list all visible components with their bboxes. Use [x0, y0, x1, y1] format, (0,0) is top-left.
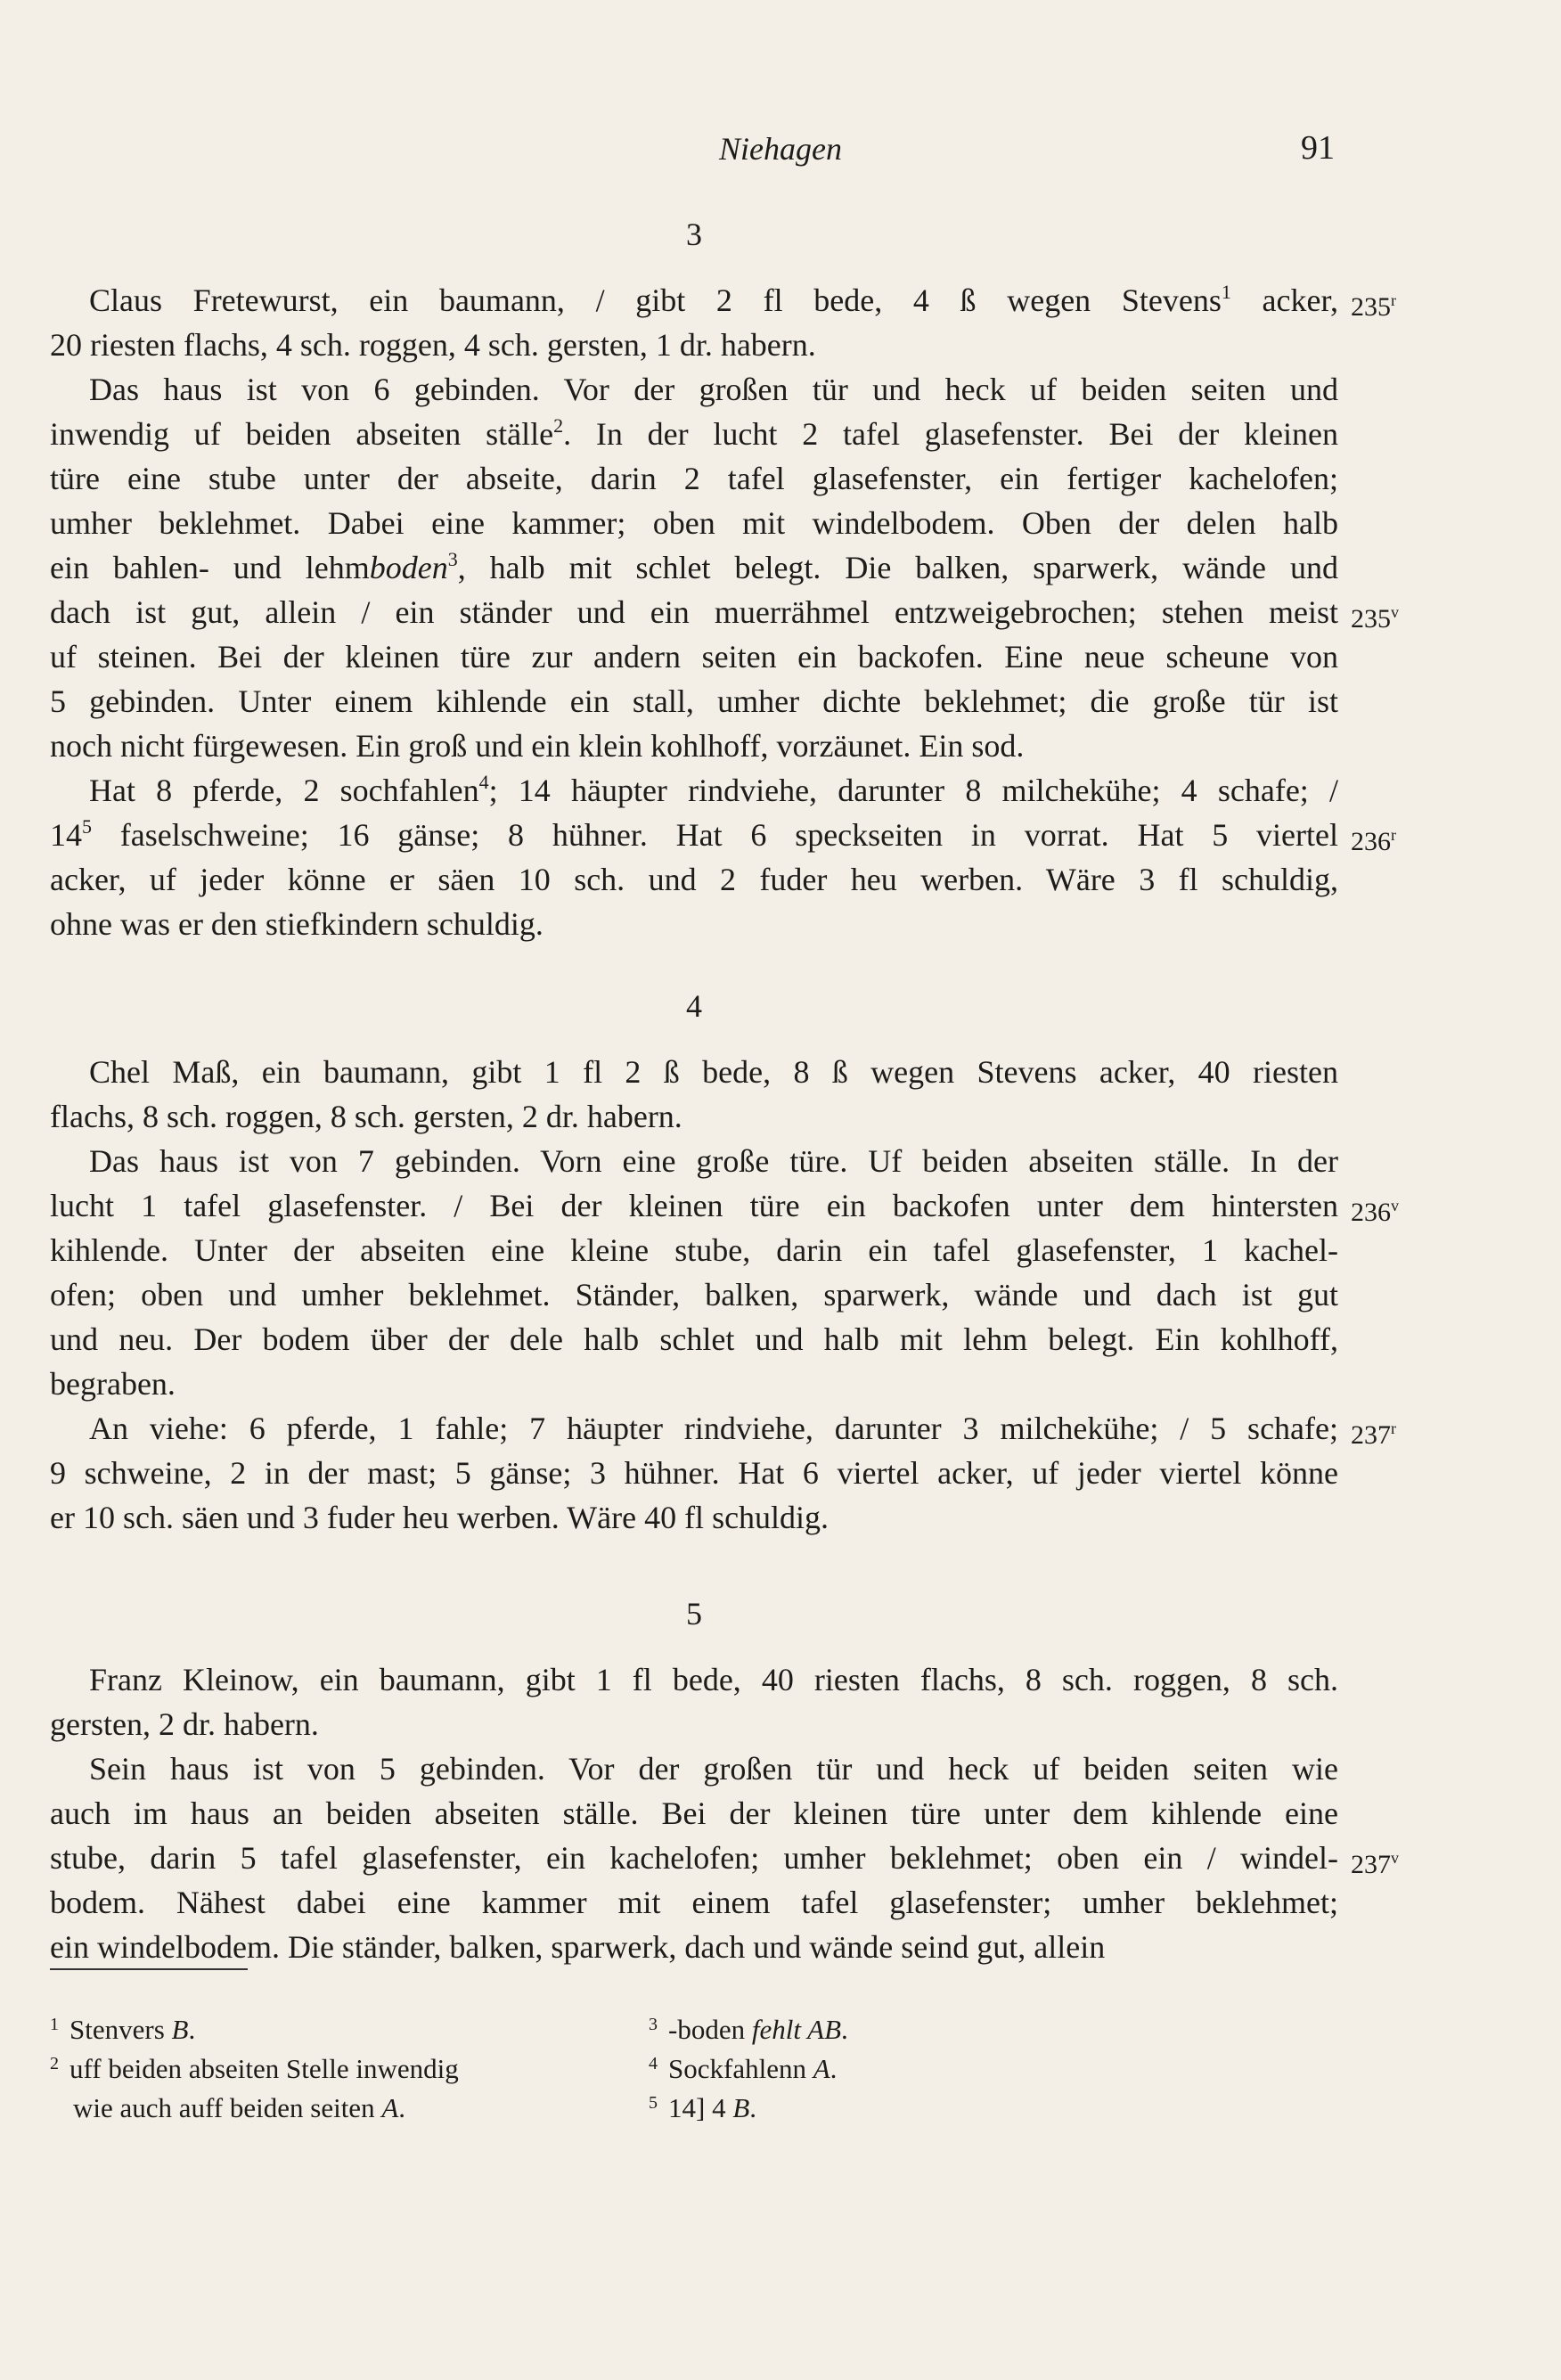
text-run: Chel Maß, ein baumann, gibt 1 fl 2 ß bede, 8 ß wegen Stevens acker, 40 riesten — [89, 1054, 1338, 1090]
text-run: ofen; oben und umher beklehmet. Ständer, balken, sparwerk, wände und dach ist gut — [50, 1277, 1338, 1313]
text-run: . In der lucht 2 tafel glasefenster. Bei der kleinen — [563, 416, 1339, 452]
footnote-reference: 2 — [553, 414, 564, 437]
text-line — [50, 634, 1338, 679]
text-line — [50, 456, 1338, 501]
text-run: er 10 sch. säen und 3 fuder heu werben. Wäre 40 fl schuldig. — [50, 1500, 830, 1535]
text-line — [50, 857, 1338, 902]
text-run: -boden — [668, 2014, 752, 2045]
text-run: lucht 1 tafel glasefenster. / Bei der kleinen türe ein backofen unter dem hintersten — [50, 1188, 1338, 1223]
text-line — [50, 1702, 1338, 1746]
text-line — [50, 902, 1338, 946]
paragraph — [50, 367, 1399, 768]
text-run: . — [841, 2014, 848, 2045]
text-line — [50, 813, 1396, 857]
italic-text: fehlt AB — [751, 2014, 842, 2045]
text-run: umher beklehmet. Dabei eine kammer; oben mit windelbodem. Oben der delen halb — [50, 505, 1338, 541]
entry-section-4 — [50, 984, 1399, 1540]
text-run: An viehe: 6 pferde, 1 fahle; 7 häupter rindviehe, darunter 3 milchekühe; / 5 schafe; — [89, 1411, 1338, 1446]
text-run: Sockfahlenn — [668, 2053, 813, 2084]
text-run: . — [749, 2092, 757, 2123]
text-run: . — [830, 2053, 838, 2084]
text-run: 14] 4 — [668, 2092, 733, 2123]
footnote-2 — [50, 2044, 459, 2128]
text-run: 9 schweine, 2 in der mast; 5 gänse; 3 hühner. Hat 6 viertel acker, uf jeder viertel könne — [50, 1455, 1338, 1491]
footnote-number: 3 — [649, 2015, 658, 2034]
text-run: Das haus ist von 6 gebinden. Vor der großen tür und heck uf beiden seiten und — [89, 372, 1338, 407]
entry-section-5 — [50, 1591, 1399, 1969]
text-run: Sein haus ist von 5 gebinden. Vor der großen tür und heck uf beiden seiten wie — [89, 1751, 1338, 1787]
text-line — [50, 1495, 1338, 1540]
folio-marker: 235$^v$ — [1351, 603, 1399, 634]
text-run: türe eine stube unter der abseite, darin 2 tafel glasefenster, ein fertiger kachelofen; — [50, 461, 1338, 496]
text-line — [50, 1094, 1338, 1139]
text-line — [50, 1406, 1396, 1451]
folio-marker: 236$^v$ — [1351, 1197, 1399, 1227]
paragraph — [50, 768, 1396, 946]
text-line — [50, 412, 1338, 456]
text-line — [50, 1657, 1338, 1702]
folio-marker: 235$^r$ — [1351, 291, 1396, 322]
text-run: wie auch auff beiden seiten — [73, 2092, 382, 2123]
text-run: acker, uf jeder könne er säen 10 sch. und 2 fuder heu werben. Wäre 3 fl schuldig, — [50, 862, 1338, 897]
text-run: , halb mit schlet belegt. Die balken, sparwerk, wände und — [457, 550, 1338, 585]
text-run: inwendig uf beiden abseiten ställe — [50, 416, 554, 452]
footnote-number: 4 — [649, 2054, 658, 2073]
footnote-reference: 1 — [1221, 281, 1231, 303]
paragraph — [50, 278, 1396, 367]
text-line — [50, 1050, 1338, 1094]
text-line — [50, 367, 1338, 412]
text-run: faselschweine; 16 gänse; 8 hühner. Hat 6 speckseiten in vorrat. Hat 5 viertel — [92, 817, 1338, 853]
text-run: ein bahlen- und lehm — [50, 550, 370, 585]
section-number: 5 — [686, 1596, 702, 1632]
text-line — [50, 1451, 1338, 1495]
text-line — [50, 1362, 1338, 1406]
italic-text: A — [813, 2053, 830, 2084]
paragraph — [50, 1139, 1399, 1406]
italic-text: A — [381, 2092, 399, 2123]
footnote-rule — [50, 1968, 248, 1970]
text-run: acker, — [1230, 282, 1338, 318]
text-run: stube, darin 5 tafel glasefenster, ein kachelofen; umher beklehmet; oben ein / windel- — [50, 1840, 1338, 1876]
text-line — [50, 323, 1338, 367]
running-header-title: Niehagen — [719, 131, 842, 167]
text-run: bodem. Nähest dabei eine kammer mit einem tafel glasefenster; umher beklehmet; — [50, 1885, 1338, 1920]
text-line — [50, 1836, 1399, 1880]
text-line — [50, 278, 1396, 323]
text-run: uff beiden abseiten Stelle inwendig — [69, 2053, 459, 2084]
text-run: . — [398, 2092, 406, 2123]
text-line — [50, 501, 1338, 545]
text-run: kihlende. Unter der abseiten eine kleine stube, darin ein tafel glasefenster, 1 kachel- — [50, 1232, 1338, 1268]
paragraph — [50, 1746, 1399, 1969]
text-run: 20 riesten flachs, 4 sch. roggen, 4 sch. gersten, 1 dr. habern. — [50, 327, 816, 363]
footnote-reference: 3 — [447, 548, 458, 570]
text-run: noch nicht fürgewesen. Ein groß und ein klein kohlhoff, vorzäunet. Ein sod. — [50, 728, 1025, 764]
text-run: gersten, 2 dr. habern. — [50, 1706, 319, 1742]
italic-text: B — [732, 2092, 750, 2123]
text-line — [50, 590, 1399, 634]
footnote-1 — [50, 2005, 195, 2049]
folio-marker: 237$^r$ — [1351, 1419, 1396, 1450]
text-line — [50, 1272, 1338, 1317]
italic-text: B — [171, 2014, 189, 2045]
paragraph — [50, 1657, 1338, 1746]
text-run: dach ist gut, allein / ein ständer und ein muerrähmel entzweigebrochen; stehen meist — [50, 594, 1338, 630]
italic-text: boden — [369, 550, 448, 585]
text-run: . — [188, 2014, 196, 2045]
footnote-number: 5 — [649, 2093, 658, 2113]
text-run: auch im haus an beiden abseiten ställe. Bei der kleinen türe unter dem kihlende eine — [50, 1795, 1338, 1831]
text-line — [50, 1791, 1338, 1836]
text-line — [50, 1139, 1338, 1183]
text-run: 14 — [50, 817, 82, 853]
text-run: Hat 8 pferde, 2 sochfahlen — [89, 773, 479, 808]
text-run: Franz Kleinow, ein baumann, gibt 1 fl bede, 40 riesten flachs, 8 sch. roggen, 8 sch. — [89, 1662, 1338, 1697]
text-line — [50, 679, 1338, 724]
footnote-5 — [649, 2083, 756, 2128]
text-line — [50, 1925, 1338, 1969]
paragraph — [50, 1050, 1338, 1139]
text-line — [50, 1183, 1399, 1228]
footnote-4 — [649, 2044, 837, 2089]
section-number: 3 — [686, 217, 702, 252]
text-run: flachs, 8 sch. roggen, 8 sch. gersten, 2 dr. habern. — [50, 1099, 682, 1134]
text-run: Das haus ist von 7 gebinden. Vorn eine große türe. Uf beiden abseiten ställe. In der — [89, 1143, 1338, 1179]
text-line — [50, 545, 1338, 590]
text-run: begraben. — [50, 1366, 176, 1402]
text-line — [50, 768, 1338, 813]
footnote-reference: 5 — [82, 815, 92, 838]
footnote-3 — [649, 2005, 848, 2049]
text-line — [50, 1746, 1338, 1791]
entry-section-3 — [50, 212, 1399, 946]
folio-marker: 236$^r$ — [1351, 826, 1396, 856]
section-number: 4 — [686, 988, 702, 1024]
text-run: 5 gebinden. Unter einem kihlende ein stall, umher dichte beklehmet; die große tür ist — [50, 683, 1338, 719]
page-number: 91 — [1301, 129, 1335, 167]
folio-marker: 237$^v$ — [1351, 1849, 1399, 1879]
text-run: und neu. Der bodem über der dele halb schlet und halb mit lehm belegt. Ein kohlhoff, — [50, 1321, 1338, 1357]
footnote-continuation — [50, 2092, 405, 2123]
text-line — [50, 1317, 1338, 1362]
paragraph — [50, 1406, 1396, 1540]
footnote-reference: 4 — [478, 771, 489, 793]
text-run: Claus Fretewurst, ein baumann, / gibt 2 fl bede, 4 ß wegen Stevens — [89, 282, 1222, 318]
text-run: ein windelbodem. Die ständer, balken, sparwerk, dach und wände seind gut, allein — [50, 1929, 1106, 1965]
text-line — [50, 724, 1338, 768]
text-run: ohne was er den stiefkindern schuldig. — [50, 906, 543, 942]
text-run: Stenvers — [69, 2014, 172, 2045]
text-line — [50, 1880, 1338, 1925]
footnote-number: 1 — [50, 2015, 59, 2034]
footnote-number: 2 — [50, 2054, 59, 2073]
text-line — [50, 1228, 1338, 1272]
text-run: uf steinen. Bei der kleinen türe zur andern seiten ein backofen. Eine neue scheune von — [50, 639, 1338, 675]
text-run: ; 14 häupter rindviehe, darunter 8 milchekühe; 4 schafe; / — [488, 773, 1338, 808]
